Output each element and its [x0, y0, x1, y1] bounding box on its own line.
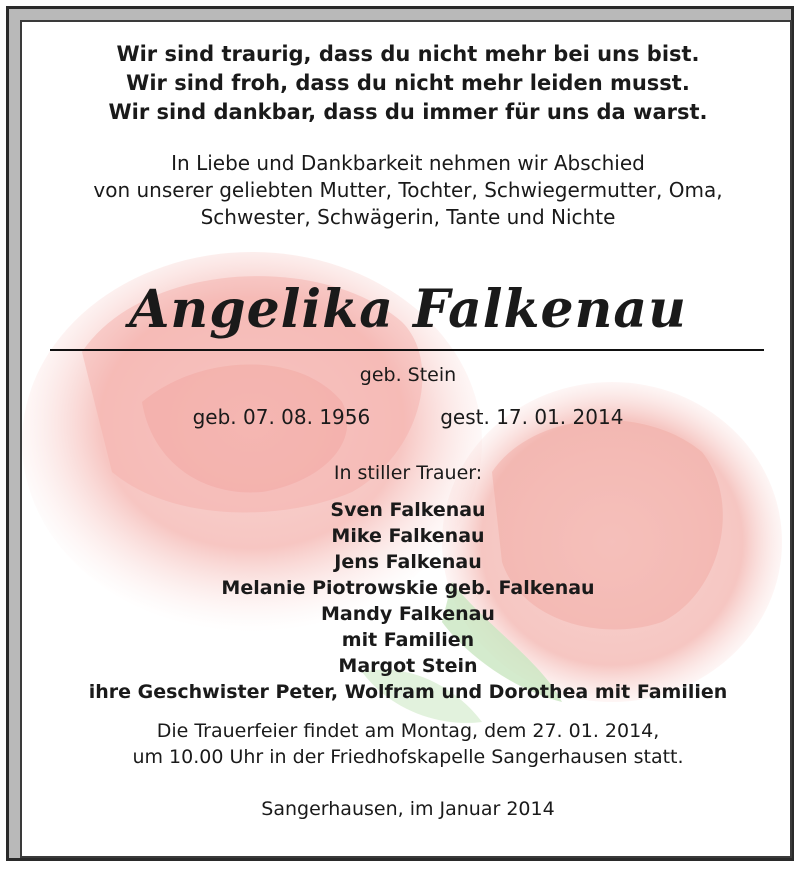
motto-line: Wir sind dankbar, dass du immer für uns da warst.: [108, 100, 708, 124]
death-date: gest. 17. 01. 2014: [440, 405, 624, 429]
mourner: ihre Geschwister Peter, Wolfram und Dorothea mit Familien: [88, 681, 728, 703]
mourner: Melanie Piotrowskie geb. Falkenau: [221, 577, 595, 599]
mourner: Sven Falkenau: [330, 499, 486, 521]
name-divider: [50, 349, 764, 351]
farewell-intro: [22, 150, 792, 231]
motto-line: Wir sind froh, dass du nicht mehr leiden musst.: [126, 71, 690, 95]
life-dates: [22, 404, 792, 430]
obituary-card: [20, 20, 792, 858]
motto-line: Wir sind traurig, dass du nicht mehr bei uns bist.: [116, 42, 700, 66]
mourner: Margot Stein: [338, 655, 478, 677]
funeral-line: um 10.00 Uhr in der Friedhofskapelle Sangerhausen statt.: [132, 746, 684, 768]
intro-line: von unserer geliebten Mutter, Tochter, Schwiegermutter, Oma,: [93, 178, 723, 202]
deceased-name: Angelika Falkenau: [129, 279, 687, 340]
mourner: mit Familien: [341, 629, 475, 651]
intro-line: In Liebe und Dankbarkeit nehmen wir Abschied: [171, 151, 645, 175]
mourner: Jens Falkenau: [334, 551, 482, 573]
mourner: Mike Falkenau: [331, 525, 485, 547]
funeral-line: Die Trauerfeier findet am Montag, dem 27. 01. 2014,: [156, 720, 660, 742]
place-and-date: Sangerhausen, im Januar 2014: [261, 798, 555, 820]
intro-line: Schwester, Schwägerin, Tante und Nichte: [200, 205, 616, 229]
mourner: Mandy Falkenau: [321, 603, 495, 625]
motto-verse: [22, 40, 792, 127]
frame-container: [6, 6, 794, 861]
maiden-name: geb. Stein: [359, 364, 457, 386]
birth-date: geb. 07. 08. 1956: [192, 405, 371, 429]
funeral-notice: [22, 718, 792, 770]
mourning-label: In stiller Trauer:: [333, 462, 483, 484]
mourners-list: [22, 497, 792, 705]
